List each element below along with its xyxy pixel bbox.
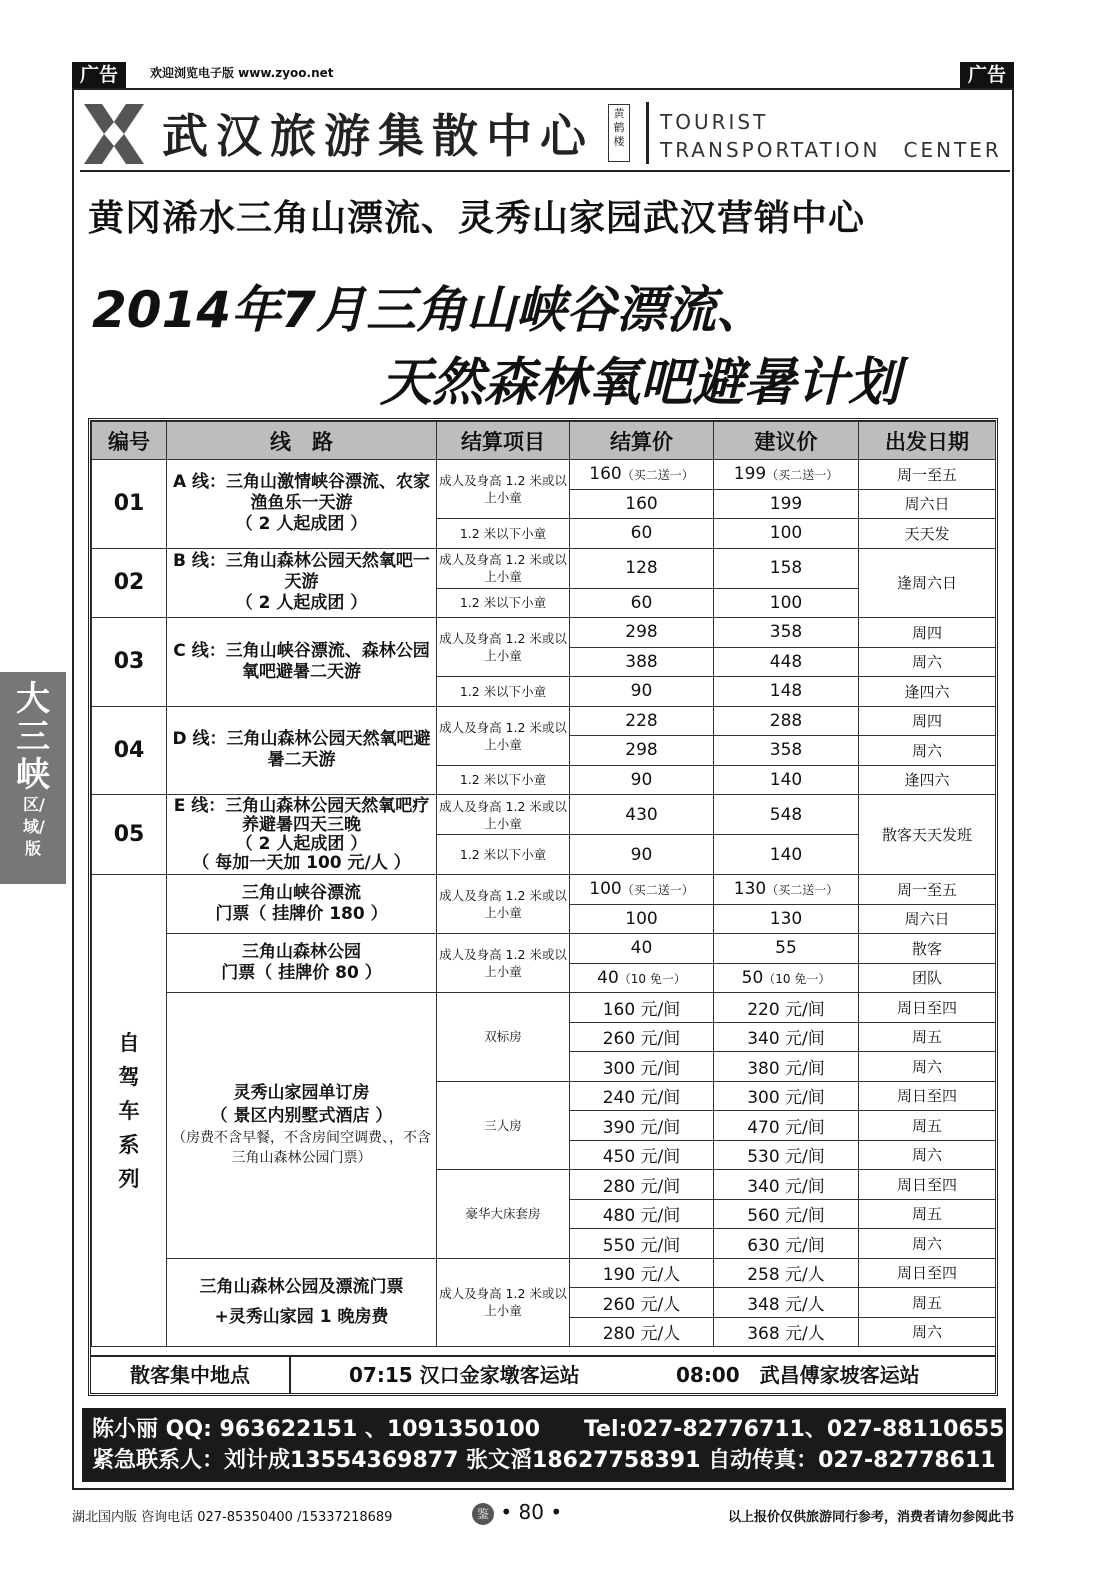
side-tab bbox=[0, 672, 66, 884]
item-adult: 成人及身高 1.2 米或以上小童 bbox=[437, 1258, 570, 1347]
item-adult: 成人及身高 1.2 米或以上小童 bbox=[437, 875, 570, 934]
route-id: 02 bbox=[92, 548, 167, 618]
settle-price: 298 bbox=[570, 618, 714, 648]
suggest-price: 158 bbox=[714, 548, 859, 588]
suggest-price: 55 bbox=[714, 934, 859, 964]
item-adult: 成人及身高 1.2 米或以上小童 bbox=[437, 618, 570, 677]
col-header: 建议价 bbox=[714, 422, 859, 460]
settle-price: 160 元/间 bbox=[570, 993, 714, 1023]
depart-date: 周一至五 bbox=[859, 460, 996, 490]
settle-price: 300 元/间 bbox=[570, 1052, 714, 1082]
settle-price: 90 bbox=[570, 677, 714, 707]
depart-date: 周日至四 bbox=[859, 1170, 996, 1200]
page-seal-icon: 鉴 bbox=[472, 1503, 494, 1525]
side-tab-subtitle: 区/域/版 bbox=[23, 795, 45, 858]
logo-divider bbox=[646, 102, 649, 164]
route-name: C 线：三角山峡谷漂流、森林公园氧吧避暑二天游 bbox=[167, 618, 437, 707]
settle-price: 280 元/人 bbox=[570, 1317, 714, 1347]
ticket-name: 三角山峡谷漂流 bbox=[242, 883, 361, 903]
route-name bbox=[167, 548, 437, 618]
suggest-price: 199 bbox=[714, 489, 859, 519]
suggest-price: 548 bbox=[714, 795, 859, 835]
page-number: • 80 • bbox=[500, 1500, 563, 1524]
settle-price: 160（买二送一） bbox=[570, 460, 714, 490]
route-title: A 线：三角山激情峡谷漂流、农家渔鱼乐一天游 bbox=[172, 472, 431, 514]
suggest-price: 220 元/间 bbox=[714, 993, 859, 1023]
settle-price: 430 bbox=[570, 795, 714, 835]
item-adult: 成人及身高 1.2 米或以上小童 bbox=[437, 934, 570, 993]
table-row bbox=[92, 618, 996, 648]
footer-disclaimer: 以上报价仅供旅游同行参考，消费者请勿参阅此书 bbox=[727, 1510, 1014, 1525]
route-id: 01 bbox=[92, 460, 167, 549]
item-child: 1.2 米以下小童 bbox=[437, 519, 570, 549]
suggest-price: 288 bbox=[714, 706, 859, 736]
item-adult: 成人及身高 1.2 米或以上小童 bbox=[437, 706, 570, 765]
contact-line2: 紧急联系人：刘计成13554369877 张文滔18627758391 自动传真：027-82778611 bbox=[92, 1448, 996, 1473]
self-drive-text: 自驾车系列 bbox=[118, 1030, 140, 1191]
route-id: 04 bbox=[92, 706, 167, 795]
contact-bar bbox=[82, 1408, 1006, 1482]
settle-price: 60 bbox=[570, 519, 714, 549]
settle-price: 40 bbox=[570, 934, 714, 964]
page-footer bbox=[72, 1500, 1014, 1528]
item-adult: 成人及身高 1.2 米或以上小童 bbox=[437, 548, 570, 588]
self-drive-label bbox=[92, 875, 167, 1347]
suggest-price: 100 bbox=[714, 519, 859, 549]
suggest-price: 368 元/人 bbox=[714, 1317, 859, 1347]
ad-tag-right: 广告 bbox=[960, 62, 1014, 88]
suggest-price: 50（10 免一） bbox=[714, 963, 859, 993]
settle-price: 160 bbox=[570, 489, 714, 519]
settle-price: 190 元/人 bbox=[570, 1258, 714, 1288]
settle-price: 388 bbox=[570, 647, 714, 677]
suggest-price: 340 元/间 bbox=[714, 1170, 859, 1200]
suggest-price: 100 bbox=[714, 588, 859, 618]
route-name: D 线：三角山森林公园天然氧吧避暑二天游 bbox=[167, 706, 437, 795]
meeting-point-label: 散客集中地点 bbox=[91, 1357, 291, 1393]
depart-date: 周六 bbox=[859, 1317, 996, 1347]
depart-date: 周日至四 bbox=[859, 993, 996, 1023]
route-name bbox=[167, 795, 437, 875]
route-name bbox=[167, 875, 437, 934]
depart-date: 周六 bbox=[859, 1052, 996, 1082]
depart-date: 周四 bbox=[859, 706, 996, 736]
depart-date: 周五 bbox=[859, 1111, 996, 1141]
hotel-note: （房费不含早餐，不含房间空调费、，不含三角山森林公园门票） bbox=[172, 1130, 431, 1167]
table-row bbox=[92, 460, 996, 490]
depart-date: 团队 bbox=[859, 963, 996, 993]
settle-price: 298 bbox=[570, 736, 714, 766]
depart-date: 散客 bbox=[859, 934, 996, 964]
settle-price: 260 元/人 bbox=[570, 1288, 714, 1318]
settle-price: 40（10 免一） bbox=[570, 963, 714, 993]
suggest-price: 199（买二送一） bbox=[714, 460, 859, 490]
table-header-row bbox=[92, 422, 996, 460]
logo-seal: 黄鹤楼 bbox=[608, 104, 630, 162]
center-logo-icon bbox=[84, 104, 144, 164]
col-header: 线 路 bbox=[167, 422, 437, 460]
logo-english-line2: TRANSPORTATION CENTER bbox=[660, 138, 1002, 162]
route-title: B 线：三角山森林公园天然氧吧一天游 bbox=[173, 551, 430, 593]
settle-price: 240 元/间 bbox=[570, 1081, 714, 1111]
table-row bbox=[92, 795, 996, 835]
item-adult: 成人及身高 1.2 米或以上小童 bbox=[437, 795, 570, 835]
settle-price: 260 元/间 bbox=[570, 1022, 714, 1052]
route-name bbox=[167, 934, 437, 993]
depart-date: 周一至五 bbox=[859, 875, 996, 905]
settle-price: 450 元/间 bbox=[570, 1140, 714, 1170]
depart-date: 周六 bbox=[859, 1140, 996, 1170]
settle-price: 390 元/间 bbox=[570, 1111, 714, 1141]
depart-date: 周六日 bbox=[859, 904, 996, 934]
suggest-price: 140 bbox=[714, 765, 859, 795]
settle-price: 60 bbox=[570, 588, 714, 618]
price-table bbox=[88, 418, 998, 1396]
hotel-subtitle: （ 景区内别墅式酒店 ） bbox=[210, 1106, 393, 1127]
suggest-price: 470 元/间 bbox=[714, 1111, 859, 1141]
item-child: 1.2 米以下小童 bbox=[437, 588, 570, 618]
combo-name bbox=[167, 1258, 437, 1347]
table-row bbox=[92, 548, 996, 588]
depart-date: 周四 bbox=[859, 618, 996, 648]
contact-line1: 陈小丽 QQ: 963622151 、1091350100 Tel:027-82776711、027-88110655 bbox=[92, 1417, 1005, 1442]
ticket-name: 三角山森林公园 bbox=[242, 942, 361, 962]
title-line1: 2014年7月三角山峡谷漂流、 bbox=[92, 281, 766, 339]
settle-price: 90 bbox=[570, 835, 714, 875]
depart-date: 散客天天发班 bbox=[859, 795, 996, 875]
depart-date: 周日至四 bbox=[859, 1081, 996, 1111]
room-type: 豪华大床套房 bbox=[437, 1170, 570, 1259]
suggest-price: 258 元/人 bbox=[714, 1258, 859, 1288]
logo-banner bbox=[80, 96, 1010, 172]
hotel-title: 灵秀山家园单订房 bbox=[233, 1083, 370, 1104]
col-header: 结算项目 bbox=[437, 422, 570, 460]
route-extra: （ 每加一天加 100 元/人 ） bbox=[192, 852, 411, 873]
meeting-point-row bbox=[91, 1355, 995, 1393]
settle-price: 228 bbox=[570, 706, 714, 736]
logo-english-line1: TOURIST bbox=[660, 110, 769, 134]
route-id: 03 bbox=[92, 618, 167, 707]
footer-page bbox=[472, 1500, 562, 1525]
col-header: 出发日期 bbox=[859, 422, 996, 460]
depart-date: 天天发 bbox=[859, 519, 996, 549]
suggest-price: 358 bbox=[714, 618, 859, 648]
col-header: 编号 bbox=[92, 422, 167, 460]
settle-price: 100 bbox=[570, 904, 714, 934]
depart-date: 逢周六日 bbox=[859, 548, 996, 618]
room-type: 双标房 bbox=[437, 993, 570, 1082]
room-type: 三人房 bbox=[437, 1081, 570, 1170]
settle-price: 550 元/间 bbox=[570, 1229, 714, 1259]
item-child: 1.2 米以下小童 bbox=[437, 835, 570, 875]
route-title: E 线：三角山森林公园天然氧吧疗养避暑四天三晚 bbox=[173, 795, 430, 835]
depart-date: 周五 bbox=[859, 1288, 996, 1318]
suggest-price: 530 元/间 bbox=[714, 1140, 859, 1170]
ticket-price-tag: 门票（ 挂牌价 180 ） bbox=[215, 904, 388, 924]
meeting-point-wuchang: 08:00 武昌傅家坡客运站 bbox=[676, 1363, 920, 1387]
table-row bbox=[92, 993, 996, 1023]
settle-price: 280 元/间 bbox=[570, 1170, 714, 1200]
suggest-price: 300 元/间 bbox=[714, 1081, 859, 1111]
combo-subtitle: +灵秀山家园 1 晚房费 bbox=[214, 1307, 389, 1328]
route-id: 05 bbox=[92, 795, 167, 875]
table-row bbox=[92, 706, 996, 736]
suggest-price: 340 元/间 bbox=[714, 1022, 859, 1052]
suggest-price: 348 元/人 bbox=[714, 1288, 859, 1318]
subtitle: 黄冈浠水三角山漂流、灵秀山家园武汉营销中心 bbox=[88, 198, 866, 239]
settle-price: 100（买二送一） bbox=[570, 875, 714, 905]
settle-price: 128 bbox=[570, 548, 714, 588]
suggest-price: 130（买二送一） bbox=[714, 875, 859, 905]
suggest-price: 140 bbox=[714, 835, 859, 875]
depart-date: 周日至四 bbox=[859, 1258, 996, 1288]
table-row bbox=[92, 1258, 996, 1288]
route-group: （ 2 人起成团 ） bbox=[235, 833, 368, 854]
col-header: 结算价 bbox=[570, 422, 714, 460]
route-name bbox=[167, 460, 437, 549]
depart-date: 周六日 bbox=[859, 489, 996, 519]
suggest-price: 630 元/间 bbox=[714, 1229, 859, 1259]
suggest-price: 358 bbox=[714, 736, 859, 766]
ticket-price-tag: 门票（ 挂牌价 80 ） bbox=[221, 963, 382, 983]
route-group: （ 2 人起成团 ） bbox=[235, 593, 368, 614]
depart-date: 周六 bbox=[859, 736, 996, 766]
suggest-price: 448 bbox=[714, 647, 859, 677]
settle-price: 90 bbox=[570, 765, 714, 795]
combo-title: 三角山森林公园及漂流门票 bbox=[199, 1277, 404, 1298]
suggest-price: 560 元/间 bbox=[714, 1199, 859, 1229]
table-row bbox=[92, 875, 996, 905]
side-tab-title: 大三峡 bbox=[16, 679, 50, 795]
table-row bbox=[92, 934, 996, 964]
welcome-text: 欢迎浏览电子版 www.zyoo.net bbox=[150, 66, 334, 80]
item-adult: 成人及身高 1.2 米或以上小童 bbox=[437, 460, 570, 519]
hotel-name bbox=[167, 993, 437, 1259]
logo-chinese-name: 武汉旅游集散中心 bbox=[162, 109, 594, 163]
footer-edition: 湖北国内版 咨询电话 027-85350400 /15337218689 bbox=[72, 1510, 393, 1525]
suggest-price: 148 bbox=[714, 677, 859, 707]
ad-tag-left: 广告 bbox=[72, 62, 126, 88]
item-child: 1.2 米以下小童 bbox=[437, 677, 570, 707]
item-child: 1.2 米以下小童 bbox=[437, 765, 570, 795]
settle-price: 480 元/间 bbox=[570, 1199, 714, 1229]
depart-date: 逢四六 bbox=[859, 677, 996, 707]
meeting-point-hankou: 07:15 汉口金家墩客运站 bbox=[349, 1363, 580, 1387]
title-line2: 天然森林氧吧避暑计划 bbox=[380, 353, 901, 413]
depart-date: 周五 bbox=[859, 1022, 996, 1052]
route-group: （ 2 人起成团 ） bbox=[235, 514, 368, 535]
depart-date: 周六 bbox=[859, 1229, 996, 1259]
suggest-price: 380 元/间 bbox=[714, 1052, 859, 1082]
depart-date: 周五 bbox=[859, 1199, 996, 1229]
depart-date: 逢四六 bbox=[859, 765, 996, 795]
suggest-price: 130 bbox=[714, 904, 859, 934]
depart-date: 周六 bbox=[859, 647, 996, 677]
